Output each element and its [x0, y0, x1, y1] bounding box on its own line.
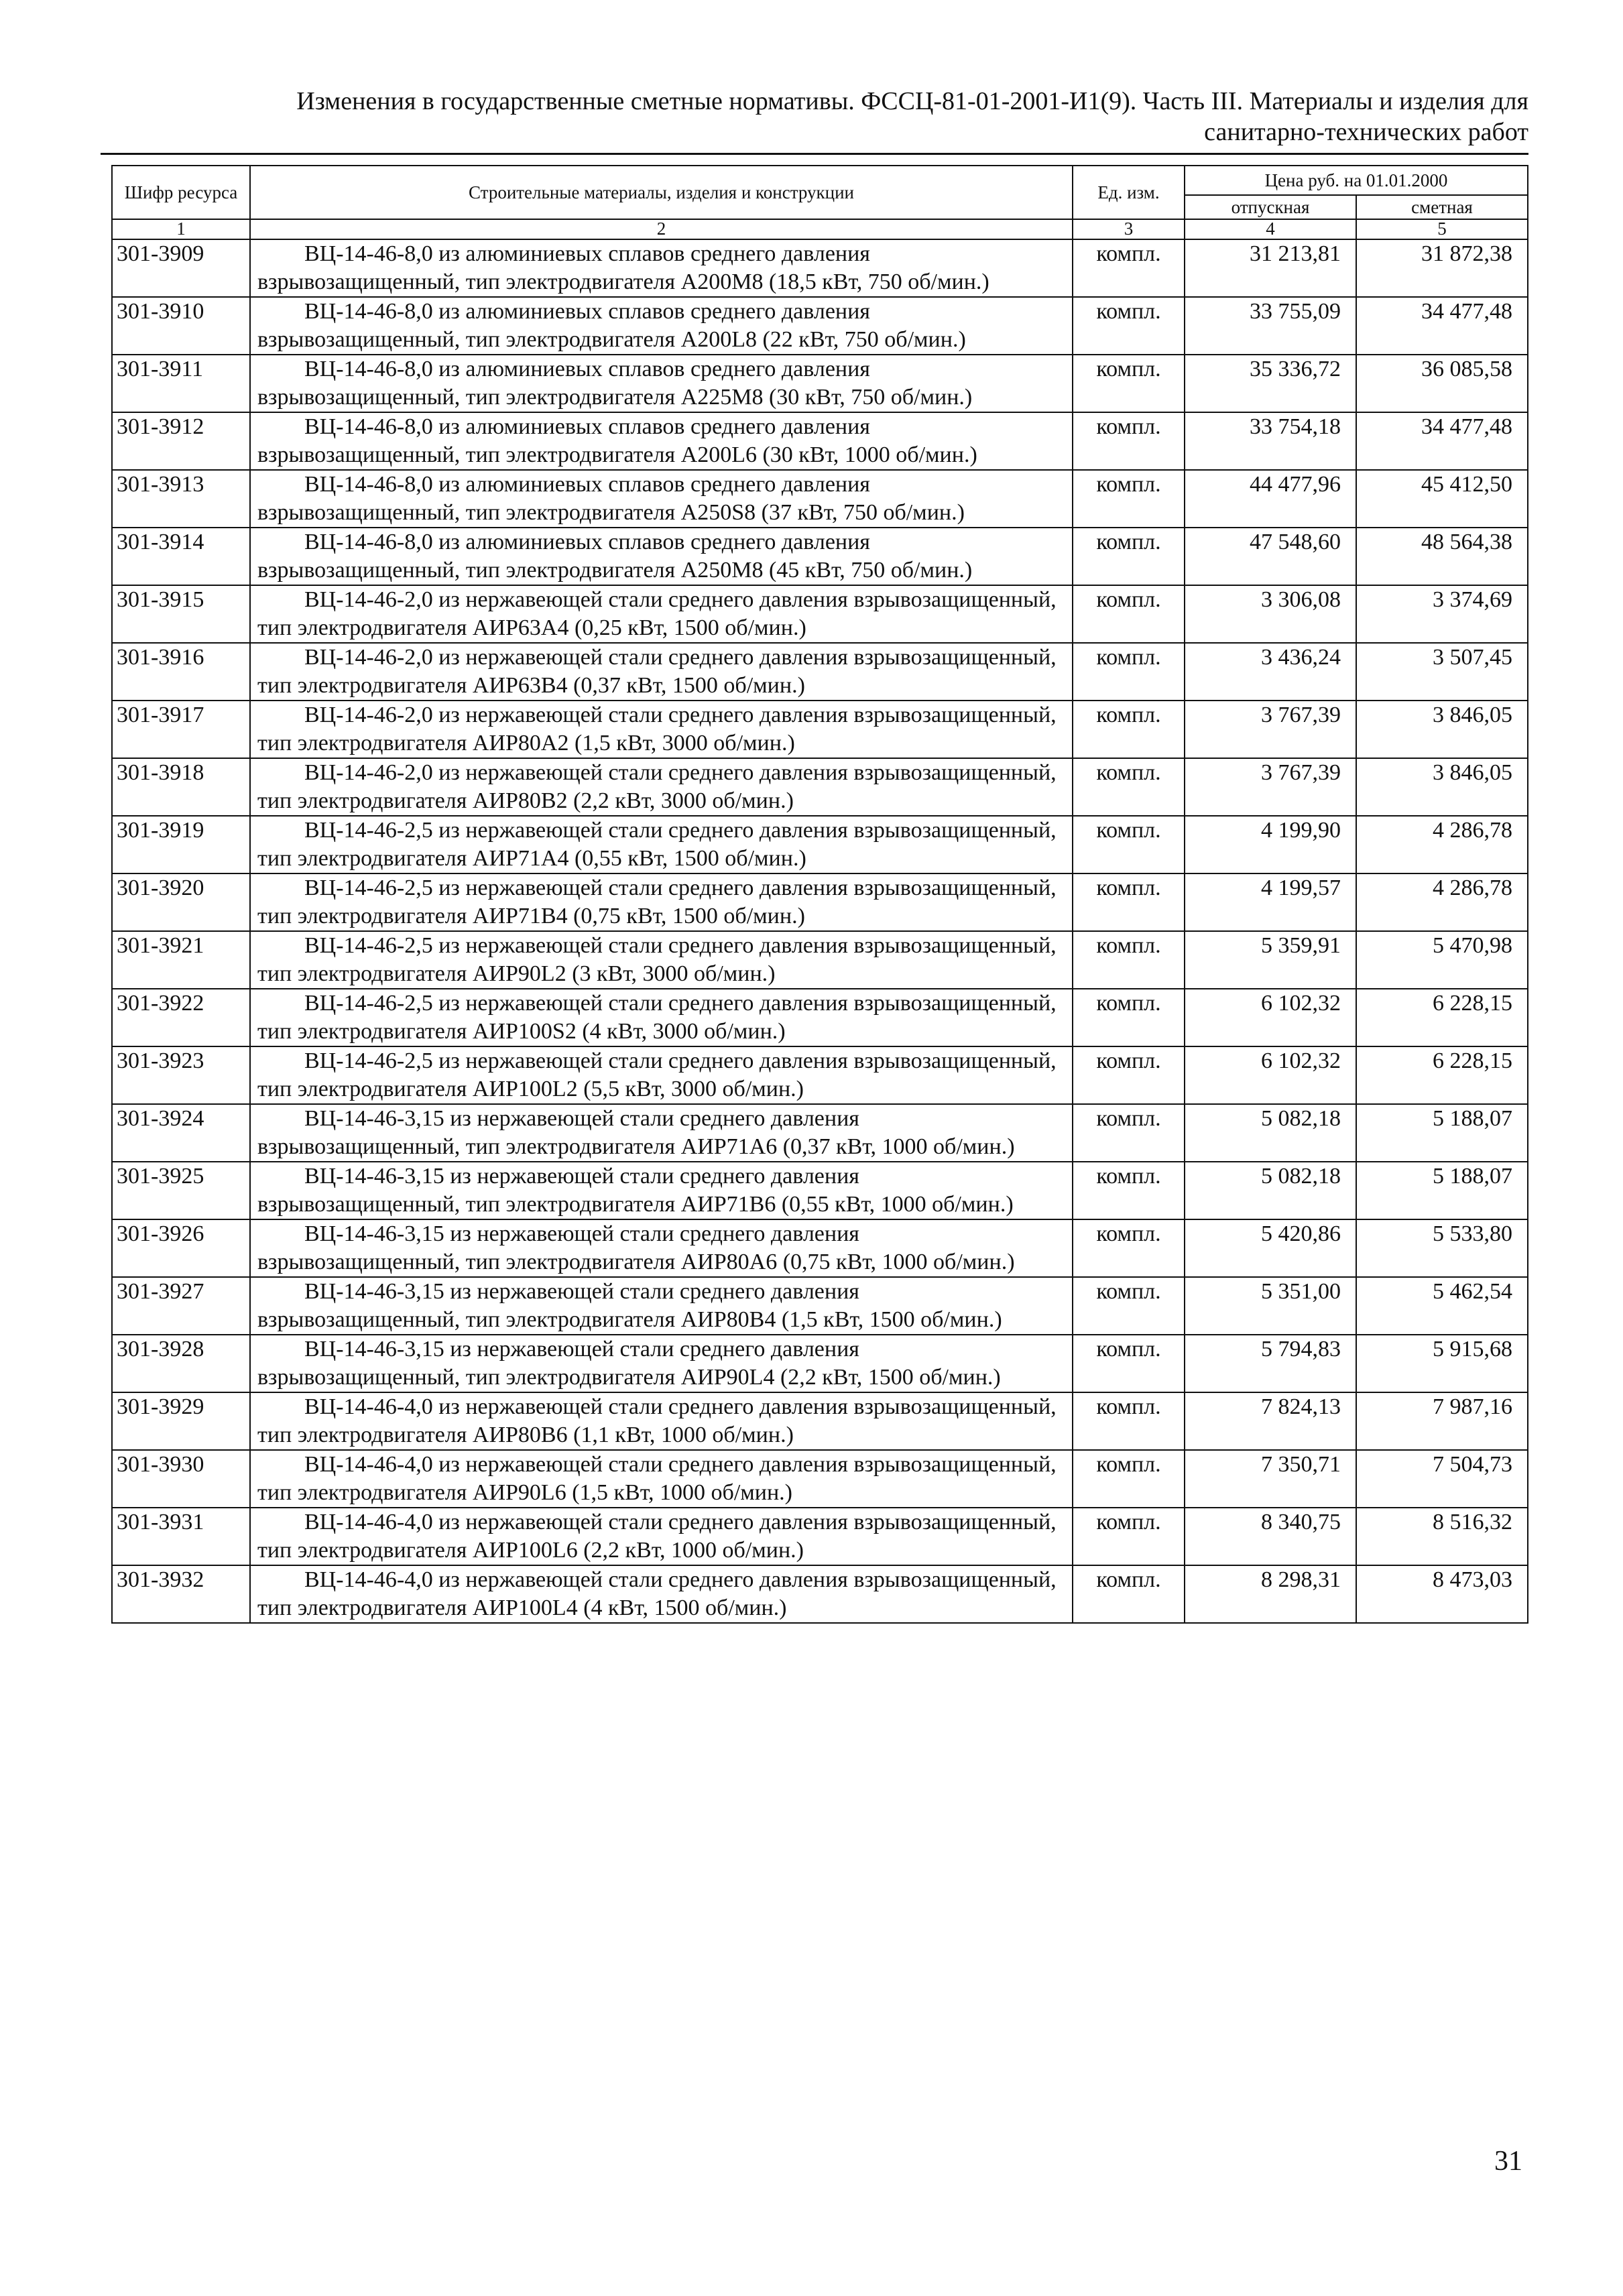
table-row	[112, 1392, 1528, 1450]
release-price: 35 336,72	[1185, 355, 1356, 412]
table-row	[112, 758, 1528, 816]
resource-code: 301-3916	[112, 643, 250, 701]
material-description: ВЦ-14-46-4,0 из нержавеющей стали среднего давления взрывозащищенный, тип электродвигателя АИР80В6 (1,1 кВт, 1000 об/мин.)	[250, 1392, 1073, 1450]
table-row	[112, 989, 1528, 1046]
table-row	[112, 1162, 1528, 1219]
table-row	[112, 816, 1528, 873]
column-number-row	[112, 219, 1528, 239]
estimate-price: 34 477,48	[1356, 412, 1528, 470]
estimate-price: 4 286,78	[1356, 816, 1528, 873]
resource-code: 301-3930	[112, 1450, 250, 1508]
release-price: 44 477,96	[1185, 470, 1356, 528]
estimate-price: 5 188,07	[1356, 1104, 1528, 1162]
unit-of-measure: компл.	[1073, 989, 1185, 1046]
table-row	[112, 873, 1528, 931]
resource-code: 301-3924	[112, 1104, 250, 1162]
release-price: 3 306,08	[1185, 585, 1356, 643]
resource-code: 301-3932	[112, 1565, 250, 1623]
release-price: 8 340,75	[1185, 1508, 1356, 1565]
resource-code: 301-3925	[112, 1162, 250, 1219]
release-price: 8 298,31	[1185, 1565, 1356, 1623]
resource-code: 301-3922	[112, 989, 250, 1046]
release-price: 5 351,00	[1185, 1277, 1356, 1335]
release-price: 5 794,83	[1185, 1335, 1356, 1392]
unit-of-measure: компл.	[1073, 1219, 1185, 1277]
release-price: 5 082,18	[1185, 1162, 1356, 1219]
material-description: ВЦ-14-46-2,5 из нержавеющей стали среднего давления взрывозащищенный, тип электродвигателя АИР90L2 (3 кВт, 3000 об/мин.)	[250, 931, 1073, 989]
release-price: 33 754,18	[1185, 412, 1356, 470]
table-row	[112, 931, 1528, 989]
unit-of-measure: компл.	[1073, 1046, 1185, 1104]
unit-of-measure: компл.	[1073, 470, 1185, 528]
header-unit: Ед. изм.	[1073, 166, 1185, 219]
table-row	[112, 1565, 1528, 1623]
resource-code: 301-3917	[112, 701, 250, 758]
header-price: Цена руб. на 01.01.2000	[1185, 166, 1528, 195]
table-row	[112, 1277, 1528, 1335]
unit-of-measure: компл.	[1073, 412, 1185, 470]
page-number: 31	[1494, 2146, 1522, 2177]
table-row	[112, 701, 1528, 758]
resource-code: 301-3910	[112, 297, 250, 355]
release-price: 6 102,32	[1185, 989, 1356, 1046]
resource-code: 301-3931	[112, 1508, 250, 1565]
estimate-price: 36 085,58	[1356, 355, 1528, 412]
release-price: 4 199,57	[1185, 873, 1356, 931]
document-header	[101, 86, 1528, 147]
header-name: Строительные материалы, изделия и конструкции	[250, 166, 1073, 219]
table-row	[112, 297, 1528, 355]
estimate-price: 8 473,03	[1356, 1565, 1528, 1623]
release-price: 5 359,91	[1185, 931, 1356, 989]
release-price: 6 102,32	[1185, 1046, 1356, 1104]
material-description: ВЦ-14-46-8,0 из алюминиевых сплавов среднего давления взрывозащищенный, тип электродвигателя А250М8 (45 кВт, 750 об/мин.)	[250, 528, 1073, 585]
table-row	[112, 1335, 1528, 1392]
material-description: ВЦ-14-46-8,0 из алюминиевых сплавов среднего давления взрывозащищенный, тип электродвигателя А200L6 (30 кВт, 1000 об/мин.)	[250, 412, 1073, 470]
header-line-1: Изменения в государственные сметные нормативы. ФССЦ-81-01-2001-И1(9). Часть III. Материалы и изделия для	[296, 87, 1528, 115]
resource-code: 301-3927	[112, 1277, 250, 1335]
estimate-price: 5 915,68	[1356, 1335, 1528, 1392]
resource-code: 301-3929	[112, 1392, 250, 1450]
estimate-price: 5 188,07	[1356, 1162, 1528, 1219]
material-description: ВЦ-14-46-8,0 из алюминиевых сплавов среднего давления взрывозащищенный, тип электродвигателя А225М8 (30 кВт, 750 об/мин.)	[250, 355, 1073, 412]
estimate-price: 7 987,16	[1356, 1392, 1528, 1450]
unit-of-measure: компл.	[1073, 1277, 1185, 1335]
unit-of-measure: компл.	[1073, 1335, 1185, 1392]
unit-of-measure: компл.	[1073, 873, 1185, 931]
unit-of-measure: компл.	[1073, 1450, 1185, 1508]
estimate-price: 6 228,15	[1356, 1046, 1528, 1104]
price-table	[111, 165, 1528, 1624]
release-price: 4 199,90	[1185, 816, 1356, 873]
material-description: ВЦ-14-46-3,15 из нержавеющей стали среднего давления взрывозащищенный, тип электродвигателя АИР71А6 (0,37 кВт, 1000 об/мин.)	[250, 1104, 1073, 1162]
resource-code: 301-3928	[112, 1335, 250, 1392]
unit-of-measure: компл.	[1073, 643, 1185, 701]
table-row	[112, 412, 1528, 470]
unit-of-measure: компл.	[1073, 816, 1185, 873]
unit-of-measure: компл.	[1073, 297, 1185, 355]
release-price: 5 420,86	[1185, 1219, 1356, 1277]
unit-of-measure: компл.	[1073, 758, 1185, 816]
estimate-price: 34 477,48	[1356, 297, 1528, 355]
estimate-price: 5 462,54	[1356, 1277, 1528, 1335]
release-price: 3 767,39	[1185, 701, 1356, 758]
unit-of-measure: компл.	[1073, 1392, 1185, 1450]
resource-code: 301-3911	[112, 355, 250, 412]
resource-code: 301-3926	[112, 1219, 250, 1277]
column-number: 4	[1185, 219, 1356, 239]
estimate-price: 7 504,73	[1356, 1450, 1528, 1508]
unit-of-measure: компл.	[1073, 1508, 1185, 1565]
estimate-price: 5 533,80	[1356, 1219, 1528, 1277]
material-description: ВЦ-14-46-8,0 из алюминиевых сплавов среднего давления взрывозащищенный, тип электродвигателя А200М8 (18,5 кВт, 750 об/мин.)	[250, 239, 1073, 297]
material-description: ВЦ-14-46-2,0 из нержавеющей стали среднего давления взрывозащищенный, тип электродвигателя АИР80А2 (1,5 кВт, 3000 об/мин.)	[250, 701, 1073, 758]
unit-of-measure: компл.	[1073, 239, 1185, 297]
resource-code: 301-3918	[112, 758, 250, 816]
table-row	[112, 528, 1528, 585]
material-description: ВЦ-14-46-8,0 из алюминиевых сплавов среднего давления взрывозащищенный, тип электродвигателя А250S8 (37 кВт, 750 об/мин.)	[250, 470, 1073, 528]
release-price: 31 213,81	[1185, 239, 1356, 297]
table-row	[112, 239, 1528, 297]
resource-code: 301-3913	[112, 470, 250, 528]
release-price: 3 436,24	[1185, 643, 1356, 701]
estimate-price: 3 846,05	[1356, 758, 1528, 816]
estimate-price: 8 516,32	[1356, 1508, 1528, 1565]
release-price: 5 082,18	[1185, 1104, 1356, 1162]
material-description: ВЦ-14-46-4,0 из нержавеющей стали среднего давления взрывозащищенный, тип электродвигателя АИР100L4 (4 кВт, 1500 об/мин.)	[250, 1565, 1073, 1623]
resource-code: 301-3915	[112, 585, 250, 643]
estimate-price: 5 470,98	[1356, 931, 1528, 989]
resource-code: 301-3921	[112, 931, 250, 989]
release-price: 47 548,60	[1185, 528, 1356, 585]
material-description: ВЦ-14-46-2,0 из нержавеющей стали среднего давления взрывозащищенный, тип электродвигателя АИР80В2 (2,2 кВт, 3000 об/мин.)	[250, 758, 1073, 816]
table-row	[112, 643, 1528, 701]
material-description: ВЦ-14-46-4,0 из нержавеющей стали среднего давления взрывозащищенный, тип электродвигателя АИР90L6 (1,5 кВт, 1000 об/мин.)	[250, 1450, 1073, 1508]
header-estimate-price: сметная	[1356, 195, 1528, 219]
unit-of-measure: компл.	[1073, 701, 1185, 758]
column-number: 2	[250, 219, 1073, 239]
material-description: ВЦ-14-46-2,5 из нержавеющей стали среднего давления взрывозащищенный, тип электродвигателя АИР100S2 (4 кВт, 3000 об/мин.)	[250, 989, 1073, 1046]
unit-of-measure: компл.	[1073, 1162, 1185, 1219]
column-number: 1	[112, 219, 250, 239]
release-price: 7 824,13	[1185, 1392, 1356, 1450]
table-row	[112, 585, 1528, 643]
table-row	[112, 470, 1528, 528]
header-rule	[101, 153, 1528, 155]
release-price: 33 755,09	[1185, 297, 1356, 355]
material-description: ВЦ-14-46-3,15 из нержавеющей стали среднего давления взрывозащищенный, тип электродвигателя АИР80В4 (1,5 кВт, 1500 об/мин.)	[250, 1277, 1073, 1335]
unit-of-measure: компл.	[1073, 1565, 1185, 1623]
column-number: 3	[1073, 219, 1185, 239]
unit-of-measure: компл.	[1073, 585, 1185, 643]
material-description: ВЦ-14-46-2,0 из нержавеющей стали среднего давления взрывозащищенный, тип электродвигателя АИР63В4 (0,37 кВт, 1500 об/мин.)	[250, 643, 1073, 701]
material-description: ВЦ-14-46-3,15 из нержавеющей стали среднего давления взрывозащищенный, тип электродвигателя АИР71В6 (0,55 кВт, 1000 об/мин.)	[250, 1162, 1073, 1219]
unit-of-measure: компл.	[1073, 1104, 1185, 1162]
table-row	[112, 355, 1528, 412]
estimate-price: 4 286,78	[1356, 873, 1528, 931]
material-description: ВЦ-14-46-8,0 из алюминиевых сплавов среднего давления взрывозащищенный, тип электродвигателя А200L8 (22 кВт, 750 об/мин.)	[250, 297, 1073, 355]
material-description: ВЦ-14-46-2,0 из нержавеющей стали среднего давления взрывозащищенный, тип электродвигателя АИР63А4 (0,25 кВт, 1500 об/мин.)	[250, 585, 1073, 643]
resource-code: 301-3920	[112, 873, 250, 931]
material-description: ВЦ-14-46-3,15 из нержавеющей стали среднего давления взрывозащищенный, тип электродвигателя АИР90L4 (2,2 кВт, 1500 об/мин.)	[250, 1335, 1073, 1392]
material-description: ВЦ-14-46-2,5 из нержавеющей стали среднего давления взрывозащищенный, тип электродвигателя АИР71А4 (0,55 кВт, 1500 об/мин.)	[250, 816, 1073, 873]
estimate-price: 3 374,69	[1356, 585, 1528, 643]
release-price: 7 350,71	[1185, 1450, 1356, 1508]
resource-code: 301-3909	[112, 239, 250, 297]
estimate-price: 3 846,05	[1356, 701, 1528, 758]
column-number: 5	[1356, 219, 1528, 239]
resource-code: 301-3923	[112, 1046, 250, 1104]
estimate-price: 3 507,45	[1356, 643, 1528, 701]
material-description: ВЦ-14-46-3,15 из нержавеющей стали среднего давления взрывозащищенный, тип электродвигателя АИР80А6 (0,75 кВт, 1000 об/мин.)	[250, 1219, 1073, 1277]
header-code: Шифр ресурса	[112, 166, 250, 219]
estimate-price: 48 564,38	[1356, 528, 1528, 585]
unit-of-measure: компл.	[1073, 528, 1185, 585]
material-description: ВЦ-14-46-2,5 из нержавеющей стали среднего давления взрывозащищенный, тип электродвигателя АИР100L2 (5,5 кВт, 3000 об/мин.)	[250, 1046, 1073, 1104]
material-description: ВЦ-14-46-2,5 из нержавеющей стали среднего давления взрывозащищенный, тип электродвигателя АИР71В4 (0,75 кВт, 1500 об/мин.)	[250, 873, 1073, 931]
material-description: ВЦ-14-46-4,0 из нержавеющей стали среднего давления взрывозащищенный, тип электродвигателя АИР100L6 (2,2 кВт, 1000 об/мин.)	[250, 1508, 1073, 1565]
table-row	[112, 1450, 1528, 1508]
estimate-price: 31 872,38	[1356, 239, 1528, 297]
header-line-2: санитарно-технических работ	[1204, 118, 1528, 146]
estimate-price: 45 412,50	[1356, 470, 1528, 528]
unit-of-measure: компл.	[1073, 355, 1185, 412]
table-row	[112, 1104, 1528, 1162]
release-price: 3 767,39	[1185, 758, 1356, 816]
header-release-price: отпускная	[1185, 195, 1356, 219]
table-row	[112, 1046, 1528, 1104]
resource-code: 301-3914	[112, 528, 250, 585]
table-row	[112, 1219, 1528, 1277]
table-row	[112, 1508, 1528, 1565]
estimate-price: 6 228,15	[1356, 989, 1528, 1046]
unit-of-measure: компл.	[1073, 931, 1185, 989]
resource-code: 301-3919	[112, 816, 250, 873]
resource-code: 301-3912	[112, 412, 250, 470]
